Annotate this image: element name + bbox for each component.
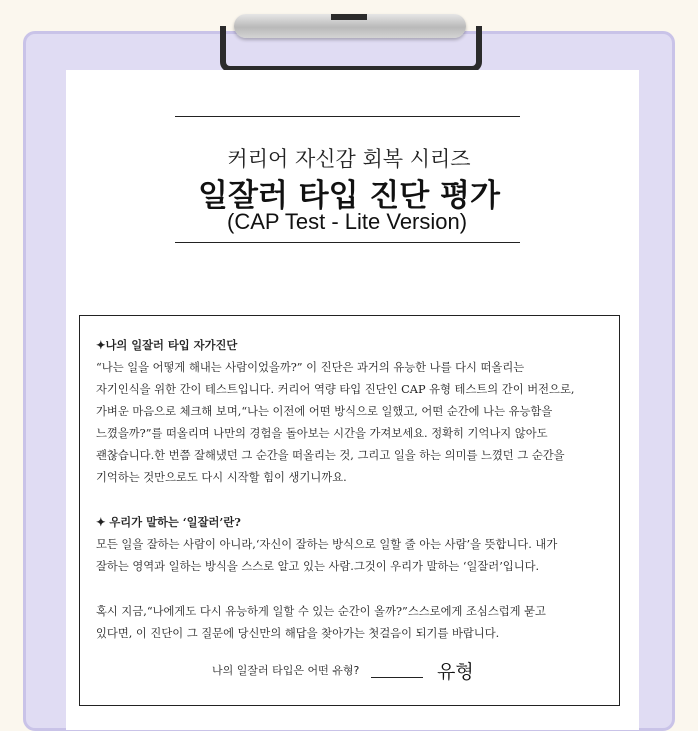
type-question-suffix: 유형	[437, 661, 474, 683]
type-answer-blank[interactable]	[371, 677, 423, 678]
type-question	[0, 657, 698, 683]
section-heading-self-diagnosis: ✦나의 일잘러 타입 자가진단	[96, 338, 238, 352]
paragraph-line: 모든 일을 잘하는 사람이 아니라,‘자신이 잘하는 방식으로 일할 줄 아는 사람’을 뜻합니다. 내가	[96, 538, 558, 551]
paragraph-line: 혹시 지금,“나에게도 다시 유능하게 일할 수 있는 순간이 올까?”스스로에게 조심스럽게 묻고	[96, 605, 546, 618]
paragraph-line: 자기인식을 위한 간이 테스트입니다. 커리어 역량 타입 진단인 CAP 유형 테스트의 간이 버전으로,	[96, 383, 575, 396]
page-title: 일잘러 타입 진단 평가	[198, 178, 500, 214]
paragraph-line: 가벼운 마음으로 체크해 보며,“나는 이전에 어떤 방식으로 일했고, 어떤 순간에 나는 유능함을	[96, 405, 553, 418]
series-title: 커리어 자신감 회복 시리즈	[227, 147, 471, 171]
paragraph-line: 잘하는 영역과 일하는 방식을 스스로 알고 있는 사람.그것이 우리가 말하는 ‘일잘러’입니다.	[96, 560, 540, 573]
clipboard-clip-notch	[331, 14, 367, 20]
type-question-label: 나의 일잘러 타입은 어떤 유형?	[212, 664, 360, 677]
section-heading-definition: ✦ 우리가 말하는 ‘일잘러’란?	[96, 515, 241, 529]
paragraph-line: “나는 일을 어떻게 해내는 사람이었을까?” 이 진단은 과거의 유능한 나를 다시 떠올리는	[96, 361, 525, 374]
paragraph-line: 기억하는 것만으로도 다시 시작할 힘이 생기니까요.	[96, 471, 347, 484]
paragraph-line: 느꼈을까?”를 떠올리며 나만의 경험을 돌아보는 시간을 가져보세요. 정확히 기억나지 않아도	[96, 427, 548, 440]
top-rule	[175, 116, 520, 117]
page-subtitle: (CAP Test - Lite Version)	[227, 209, 468, 234]
bottom-rule	[175, 242, 520, 243]
paragraph-line: 있다면, 이 진단이 그 질문에 당신만의 해답을 찾아가는 첫걸음이 되기를 바랍니다.	[96, 627, 500, 640]
paragraph-line: 괜찮습니다.한 번쯤 잘해냈던 그 순간을 떠올리는 것, 그리고 일을 하는 의미를 느꼈던 그 순간을	[96, 449, 565, 462]
